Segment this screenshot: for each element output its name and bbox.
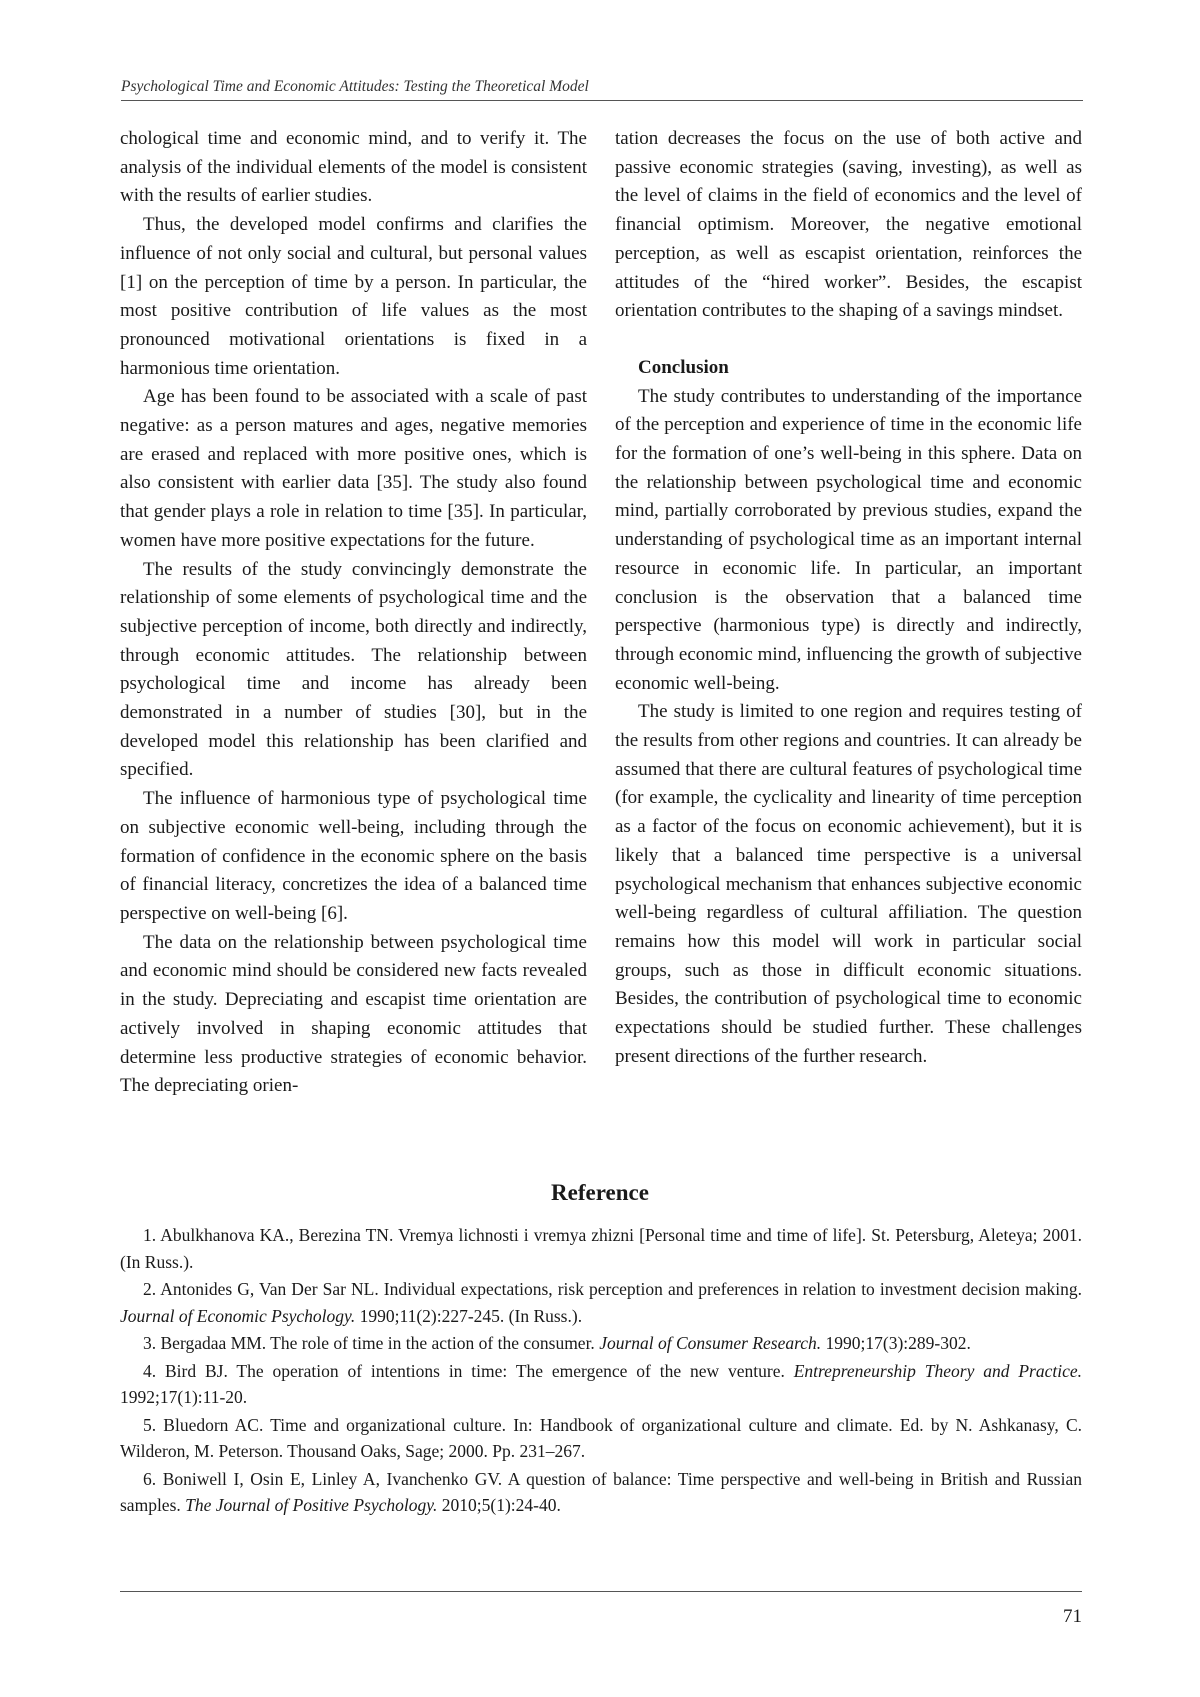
right-column bbox=[615, 125, 1082, 1072]
page-number: 71 bbox=[1063, 1606, 1082, 1627]
conclusion-heading: Conclusion bbox=[638, 356, 729, 378]
running-head: Psychological Time and Economic Attitudes: Testing the Theoretical Model bbox=[121, 78, 1083, 101]
paragraph: The influence of harmonious type of psychological time on subjective economic well-being, including through the formation of confidence in the economic sphere on the basis of financial literacy, concretizes the idea of a balanced time perspective on well-being [6]. bbox=[120, 788, 587, 924]
paragraph: chological time and economic mind, and to verify it. The analysis of the individual elements of the model is consistent with the results of earlier studies. bbox=[120, 128, 587, 207]
reference-item: 6. Boniwell I, Osin E, Linley A, Ivanchenko GV. A question of balance: Time perspective and well-being in British and Russian samples. The Journal of Positive Psychology. 2010;5(1):24-40. bbox=[120, 1468, 1082, 1515]
reference-item: 4. Bird BJ. The operation of intentions in time: The emergence of the new venture. Entrepreneurship Theory and Practice. 1992;17(1):11-20. bbox=[120, 1360, 1082, 1407]
reference-item: 2. Antonides G, Van Der Sar NL. Individual expectations, risk perception and preferences in relation to investment decision making. Journal of Economic Psychology. 1990;11(2):227-245. (In Russ.). bbox=[120, 1279, 1082, 1326]
paragraph: The data on the relationship between psychological time and economic mind should be considered new facts revealed in the study. Depreciating and escapist time orientation are actively involved in shaping economic attitudes that determine less productive strategies of economic behavior. The depreciating orien- bbox=[120, 931, 587, 1097]
paragraph: tation decreases the focus on the use of both active and passive economic strategies (saving, investing), as well as the level of claims in the field of economics and the level of financial optimism. Moreover, the negative emotional perception, as well as escapist orientation, reinforces the attitudes of the “hired worker”. Besides, the escapist orientation contributes to the shaping of a savings mindset. bbox=[615, 128, 1082, 322]
reference-item: 3. Bergadaa MM. The role of time in the action of the consumer. Journal of Consumer Research. 1990;17(3):289-302. bbox=[143, 1333, 971, 1353]
reference-list bbox=[120, 1222, 1082, 1520]
paragraph: The study contributes to understanding of the importance of the perception and experience of time in the economic life for the formation of one’s well-being in this sphere. Data on the relationship between psychological time and economic mind, partially corroborated by previous studies, expand the understanding of psychological time as an important internal resource in economic life. In particular, an important conclusion is the observation that a balanced time perspective (harmonious type) is directly and indirectly, through economic mind, influencing the growth of subjective economic well-being. bbox=[615, 385, 1082, 694]
footer-rule bbox=[120, 1591, 1082, 1592]
reference-item: 1. Abulkhanova KA., Berezina TN. Vremya lichnosti i vremya zhizni [Personal time and time of life]. St. Petersburg, Aleteya; 2001. (In Russ.). bbox=[120, 1225, 1082, 1272]
paragraph: Age has been found to be associated with a scale of past negative: as a person matures and ages, negative memories are erased and replaced with more positive ones, which is also consistent with earlier data [35]. The study also found that gender plays a role in relation to time [35]. In particular, women have more positive expectations for the future. bbox=[120, 386, 587, 551]
paragraph: Thus, the developed model confirms and clarifies the influence of not only social and cultural, but personal values [1] on the perception of time by a person. In particular, the most positive contribution of life values as the most pronounced motivational orientations is fixed in a harmonious time orientation. bbox=[120, 214, 587, 379]
paragraph: The study is limited to one region and requires testing of the results from other regions and countries. It can already be assumed that there are cultural features of psychological time (for example, the cyclicality and linearity of time perception as a factor of the focus on economic achievement), but it is likely that a balanced time perspective is a universal psychological mechanism that enhances subjective economic well-being regardless of cultural affiliation. The question remains how this model will work in particular social groups, such as those in difficult economic situations. Besides, the contribution of psychological time to economic expectations should be studied further. These challenges present directions of the further research. bbox=[615, 701, 1082, 1067]
left-column bbox=[120, 125, 587, 1101]
paragraph: The results of the study convincingly demonstrate the relationship of some elements of psychological time and the subjective perception of income, both directly and indirectly, through economic attitudes. The relationship between psychological time and income has already been demonstrated in a number of studies [30], but in the developed model this relationship has been clarified and specified. bbox=[120, 558, 587, 781]
references-heading: Reference bbox=[551, 1180, 649, 1205]
reference-item: 5. Bluedorn AC. Time and organizational culture. In: Handbook of organizational culture and climate. Ed. by N. Ashkanasy, C. Wilderon, M. Peterson. Thousand Oaks, Sage; 2000. Pp. 231–267. bbox=[120, 1414, 1082, 1461]
